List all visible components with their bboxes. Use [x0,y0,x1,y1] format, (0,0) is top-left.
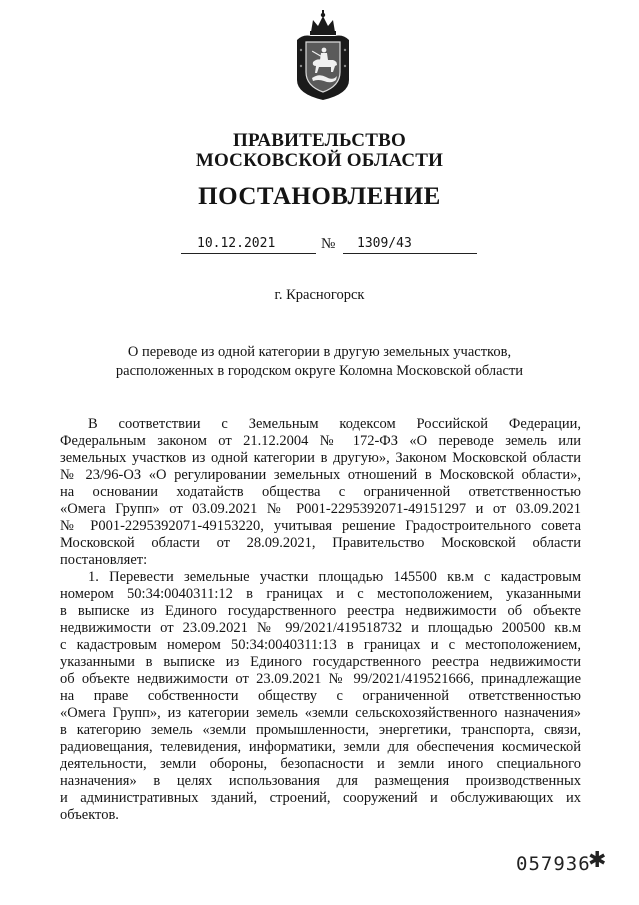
organization-line-2: МОСКОВСКОЙ ОБЛАСТИ [195,150,444,171]
body-line: Московской области от 28.09.2021, Правительство Московской области [60,535,581,551]
body-line: радиовещания, телевидения, информатики, земли для обеспечения космической [60,739,581,755]
body-line: и административных зданий, строений, сооружений и обслуживающих их [60,790,581,806]
serial-star-mark: ✱ [588,848,607,873]
crown-icon [310,10,336,35]
body-line: № Р001-2295392071-49153220, учитывая решение Градостроительного совета [60,518,581,534]
body-line: номером 50:34:0040311:12 в границах и с местоположением, указанными [60,586,581,602]
number-sign: № [321,236,336,252]
body-line: на праве собственности обществу с ограниченной ответственностью [60,688,581,704]
body-line: «Омега Групп», из категории земель «земли сельскохозяйственного назначения» [60,705,581,721]
body-line: с кадастровым номером 50:34:0040311:13 в границах и с местоположением, [60,637,581,653]
serial-number: 057936 [516,853,591,875]
body-line: В соответствии с Земельным кодексом Российской Федерации, [88,416,581,432]
body-line: 1. Перевести земельные участки площадью 145500 кв.м с кадастровым [88,569,581,585]
body-line: деятельности, земли обороны, безопасности и земли иного специального [60,756,581,772]
body-line: об объекте недвижимости от 23.09.2021 № 99/2021/419521666, принадлежащие [60,671,581,687]
body-line: постановляет: [60,552,148,568]
body-line: назначения» в целях использования для размещения производственных [60,773,581,789]
body-line: указанными в выписке из Единого государственного реестра недвижимости [60,654,581,670]
organization-line-1: ПРАВИТЕЛЬСТВО [233,130,406,151]
body-line: на основании ходатайств общества с ограниченной ответственностью [60,484,581,500]
body-line: в категорию земель «земли промышленности, энергетики, транспорта, связи, [60,722,581,738]
body-line: № 23/96-ОЗ «О регулировании земельных отношений в Московской области», [60,467,581,483]
coat-of-arms-emblem [293,10,353,102]
registration-row [0,234,639,258]
subject-line: расположенных в городском округе Коломна Московской области [115,363,524,379]
body-line: «Омега Групп» от 03.09.2021 № Р001-2295392071-49151297 и от 03.09.2021 [60,501,581,517]
document-type-title: ПОСТАНОВЛЕНИЕ [198,183,441,210]
body-line: Федеральным законом от 21.12.2004 № 172-ФЗ «О переводе земель или [60,433,581,449]
registration-number: 1309/43 [343,234,477,254]
body-line: земельных участков из одной категории в другую», Законом Московской области [60,450,581,466]
body-line: недвижимости от 23.09.2021 № 99/2021/419518732 и площадью 200500 кв.м [60,620,581,636]
document-subject [60,343,579,381]
registration-date: 10.12.2021 [181,234,316,254]
body-line: в выписке из Единого государственного реестра недвижимости об объекте [60,603,581,619]
city-line: г. Красногорск [274,287,365,303]
body-line: объектов. [60,807,119,823]
subject-line: О переводе из одной категории в другую земельных участков, [127,344,512,360]
